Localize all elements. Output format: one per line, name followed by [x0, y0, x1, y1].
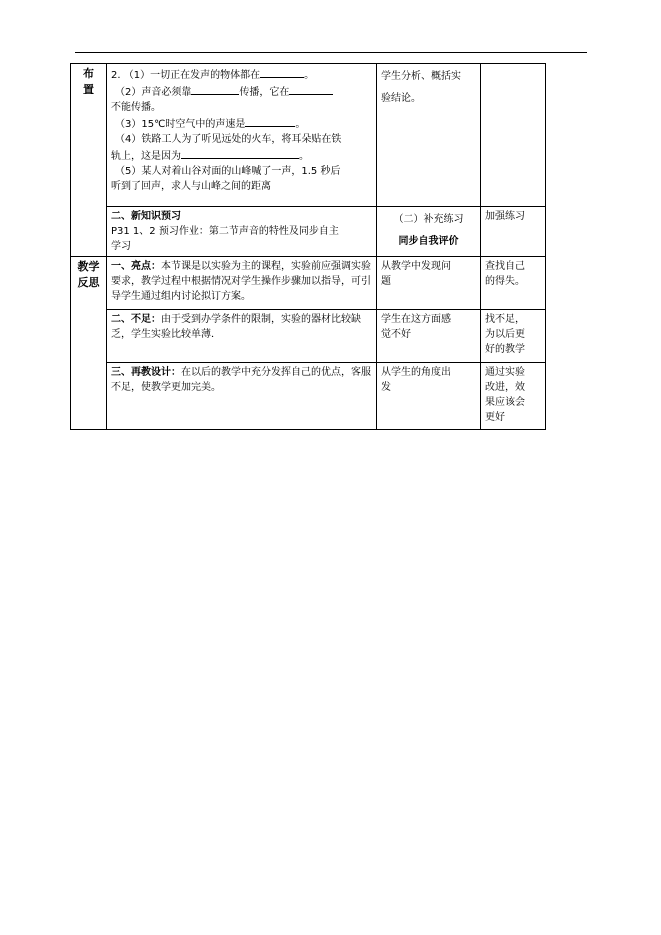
homework-line-7: （5）某人对着山谷对面的山峰喊了一声，1.5 秒后 [115, 166, 341, 177]
redesign-text: 在以后的教学中充分发挥自己的优点，客服不足，使教学更加完美。 [111, 367, 371, 393]
homework-line-3: 不能传播。 [111, 102, 161, 113]
shortfall-right-2: 为以后更 [485, 329, 525, 340]
reinforce-cell [481, 207, 546, 257]
highlight-mid-1: 从教学中发现问 [381, 261, 451, 272]
preview-cell [107, 207, 377, 257]
homework-line-8: 听到了回声，求人与山峰之间的距离 [111, 181, 271, 192]
redesign-cell [107, 363, 377, 430]
redesign-mid-1: 从学生的角度出 [381, 367, 451, 378]
homework-line-2: （2）声音必须靠 传播，它在 [111, 83, 372, 100]
assign-label-1: 布 [83, 67, 94, 80]
empty-cell [481, 64, 546, 207]
homework-line-1: 2. （1）一切正在发声的物体都在 。 [111, 66, 372, 83]
student-activity-line-1: 学生分析、概括实 [381, 71, 461, 82]
highlight-right-1: 查找自己 [485, 261, 525, 272]
redesign-mid-2: 发 [381, 382, 391, 393]
shortfall-title: 二、不足： [111, 314, 161, 325]
homework-line-6: 轨上，这是因为 。 [111, 147, 372, 164]
highlight-row [71, 257, 546, 310]
redesign-right-cell [481, 363, 546, 430]
supplement-title: （二）补充练习 [393, 214, 464, 225]
preview-row [71, 207, 546, 257]
reflect-label-2: 反思 [77, 276, 100, 289]
shortfall-right-3: 好的教学 [485, 344, 525, 355]
preview-text-1: P31 1、2 预习作业：第二节声音的特性及同步自主 [111, 226, 339, 237]
highlight-right-cell [481, 257, 546, 310]
header-rule [75, 52, 587, 53]
answer-blank [245, 115, 295, 127]
shortfall-text: 由于受到办学条件的限制，实验的器材比较缺乏，学生实验比较单薄． [111, 314, 361, 340]
reflect-label-cell [71, 257, 107, 430]
redesign-mid-cell [377, 363, 481, 430]
homework-line-4: （3）15℃时空气中的声速是 。 [111, 115, 372, 132]
answer-blank [260, 66, 304, 78]
reinforce-text: 加强练习 [485, 211, 525, 222]
redesign-row [71, 363, 546, 430]
highlight-text: 本节课是以实验为主的课程，实验前应强调实验要求，教学过程中根据情况对学生操作步骤加以指导，可引导学生通过组内讨论拟订方案。 [111, 261, 371, 302]
homework-line-5: （4）铁路工人为了听见远处的火车，将耳朵贴在铁 [115, 134, 342, 145]
shortfall-mid-cell [377, 310, 481, 363]
shortfall-mid-2: 觉不好 [381, 329, 411, 340]
student-activity-cell [377, 64, 481, 207]
shortfall-mid-1: 学生在这方面感 [381, 314, 451, 325]
homework-cell [107, 64, 377, 207]
assign-row [71, 64, 546, 207]
redesign-title: 三、再教设计： [111, 367, 181, 378]
preview-title: 二、新知识预习 [111, 211, 181, 222]
preview-text-2: 学习 [111, 241, 131, 252]
redesign-right-1: 通过实验 [485, 367, 525, 378]
supplement-cell [377, 207, 481, 257]
shortfall-right-1: 找不足， [485, 314, 525, 325]
shortfall-row [71, 310, 546, 363]
assign-label-cell [71, 64, 107, 257]
student-activity-line-2: 验结论。 [381, 93, 421, 104]
redesign-right-3: 果应该会 [485, 397, 525, 408]
redesign-right-2: 改进，效 [485, 382, 525, 393]
reflect-label-1: 教学 [77, 260, 100, 273]
supplement-sub: 同步自我评价 [398, 236, 459, 247]
highlight-right-2: 的得失。 [485, 276, 525, 287]
shortfall-cell [107, 310, 377, 363]
redesign-right-4: 更好 [485, 412, 505, 423]
lesson-plan-table [70, 63, 546, 430]
assign-label-2: 置 [83, 83, 94, 96]
highlight-title: 一、亮点： [111, 261, 161, 272]
answer-blank [181, 147, 299, 159]
answer-blank [289, 83, 333, 95]
highlight-mid-2: 题 [381, 276, 391, 287]
answer-blank [191, 83, 239, 95]
shortfall-right-cell [481, 310, 546, 363]
highlight-cell [107, 257, 377, 310]
highlight-mid-cell [377, 257, 481, 310]
